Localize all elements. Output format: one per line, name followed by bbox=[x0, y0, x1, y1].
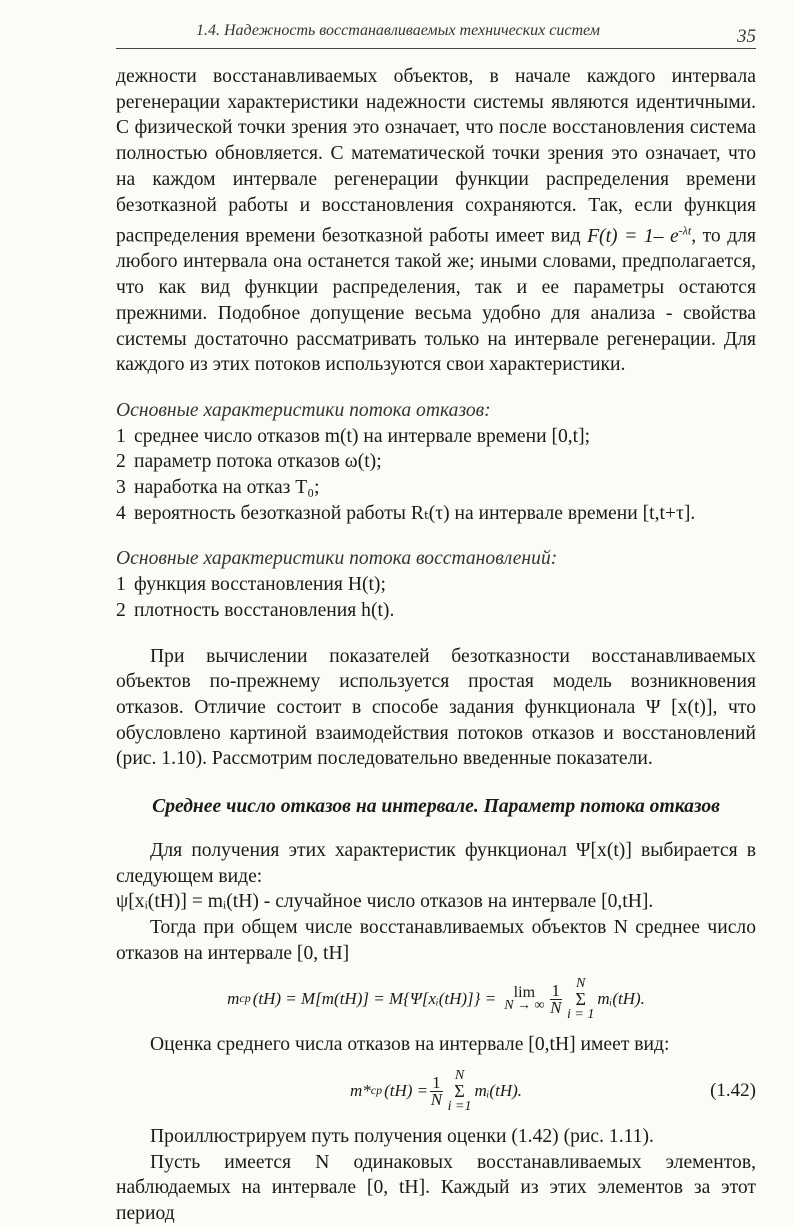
paragraph-functional: Для получения этих характеристик функционал Ψ[x(t)] выбирается в следующем виде: bbox=[116, 839, 756, 887]
paragraph-elements: Пусть имеется N одинаковых восстанавливаемых элементов, наблюдаемых на интервале [0, tН]. Каждый из этих элементов за этот период bbox=[116, 1151, 756, 1225]
failures-list bbox=[116, 424, 756, 527]
paragraph-illustrate: Проиллюстрируем путь получения оценки (1.42) (рис. 1.11). bbox=[150, 1126, 654, 1148]
section-heading: Среднее число отказов на интервале. Параметр потока отказов bbox=[152, 796, 720, 818]
paragraph-psi-definition: ψ[xᵢ(tН)] = mᵢ(tН) - случайное число отказов на интервале [0,tН]. bbox=[116, 891, 654, 913]
list-item: 3 наработка на отказ T₀; bbox=[116, 477, 320, 499]
recovery-list-heading: Основные характеристики потока восстановлений: bbox=[116, 548, 558, 570]
paragraph-regeneration: дежности восстанавливаемых объектов, в начале каждого интервала регенерации характеристики надежности системы являются идентичными. С физической точки зрения это означает, что после восстановления система полностью обновляется. С математической точки зрения это означает, что на каждом интервале регенерации функции распределения времени безотказной работы и восстановления сохраняются. Так, если функция распределения времени безотказной работы имеет вид F(t) = 1– $e^{-\lambda t}$, то для любого интервала она останется такой же; иными словами, предполагается, что как вид функции распределения, так и ее параметры остаются прежними. Подобное допущение весьма удобно для анализа - свойства системы достаточно рассматривать только на интервале регенерации. Для каждого из этих потоков используются свои характеристики. bbox=[116, 66, 756, 376]
list-item: 1 функция восстановления H(t); bbox=[116, 574, 386, 596]
list-item: 2 параметр потока отказов ω(t); bbox=[116, 451, 382, 473]
paragraph-mean-failures: Тогда при общем числе восстанавливаемых объектов N среднее число отказов на интервале [0, tН] bbox=[116, 916, 756, 964]
page-number: 35 bbox=[737, 26, 756, 47]
failures-list-heading: Основные характеристики потока отказов: bbox=[116, 399, 491, 421]
formula-estimate: m* ср (tН) = $\frac{1}{N}$ N Σ i =1 mᵢ(tН). (1.42) bbox=[349, 1068, 756, 1115]
equation-number: (1.42) bbox=[710, 1080, 756, 1102]
inline-formula: F(t) = 1– e bbox=[587, 225, 679, 247]
page-body bbox=[116, 64, 756, 1227]
paragraph-estimate: Оценка среднего числа отказов на интервале [0,tН] имеет вид: bbox=[150, 1034, 670, 1056]
recovery-list bbox=[116, 572, 756, 623]
list-item: 2 плотность восстановления h(t). bbox=[116, 599, 395, 621]
paragraph-model: При вычислении показателей безотказности восстанавливаемых объектов по-прежнему используется простая модель возникновения отказов. Отличие состоит в способе задания функционала Ψ [x(t)], что обусловлено картиной взаимодействия потоков отказов и восстановлений (рис. 1.10). Рассмотрим последовательно введенные показатели. bbox=[116, 645, 756, 770]
header-rule bbox=[116, 48, 756, 49]
header-title: 1.4. Надежность восстанавливаемых технических систем bbox=[196, 22, 600, 39]
list-item: 4 вероятность безотказной работы Rₜ(τ) на интервале времени [t,t+τ]. bbox=[116, 502, 696, 524]
formula-mean-failures: m ср (tН) = M[m(tН)] = M{Ψ[xᵢ(tН)]} = lim N → ∞ $\frac{1}{N}$ N Σ i = 1 mᵢ(tН). bbox=[227, 976, 645, 1023]
list-item: 1 среднее число отказов m(t) на интервале времени [0,t]; bbox=[116, 425, 591, 447]
